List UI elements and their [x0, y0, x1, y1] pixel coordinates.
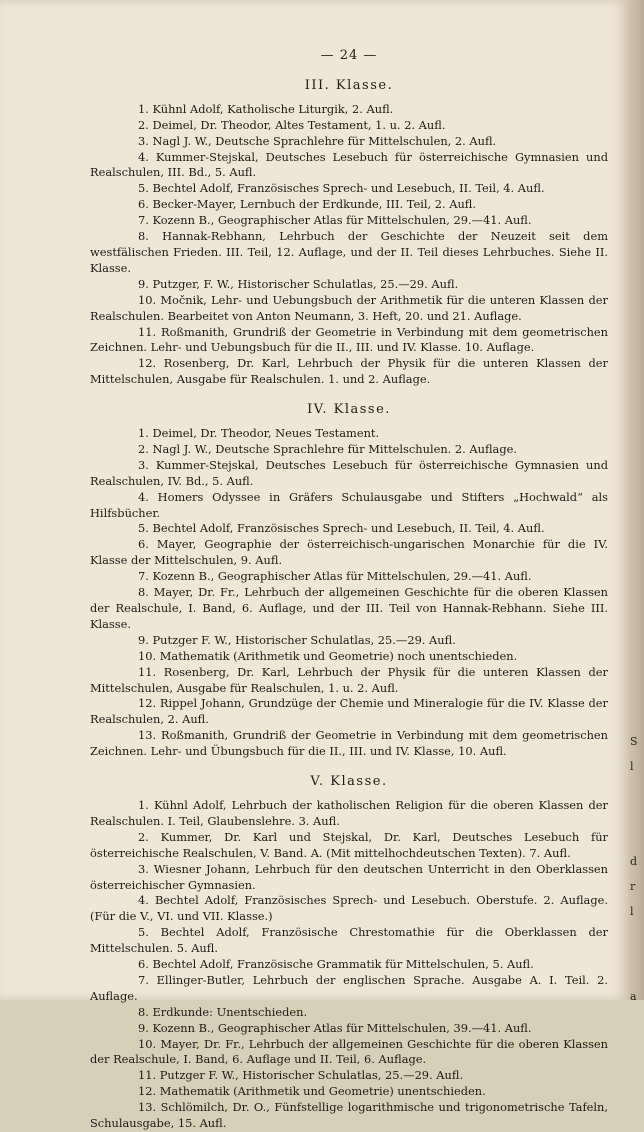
book-entry: 12. Rippel Johann, Grundzüge der Chemie und Mineralogie für die IV. Klasse der Realschulen, 2. Aufl.: [90, 696, 608, 727]
book-entry: 2. Kummer, Dr. Karl und Stejskal, Dr. Karl, Deutsches Lesebuch für österreichische Realschulen, V. Band. A. (Mit mittelhochdeutschen Texten). 7. Aufl.: [90, 829, 608, 860]
edge-glyph: a: [630, 990, 637, 1003]
edge-glyph: l: [630, 905, 634, 918]
book-entry: 11. Putzger F. W., Historischer Schulatlas, 25.—29. Aufl.: [138, 1068, 464, 1083]
book-entry: 2. Nagl J. W., Deutsche Sprachlehre für Mittelschulen. 2. Auflage.: [138, 441, 517, 456]
book-entry: 9. Kozenn B., Geographischer Atlas für Mittelschulen, 39.—41. Aufl.: [138, 1020, 532, 1035]
book-entry: 7. Kozenn B., Geographischer Atlas für Mittelschulen, 29.—41. Aufl.: [138, 213, 532, 228]
book-entry: 8. Hannak-Rebhann, Lehrbuch der Geschichte der Neuzeit seit dem westfälischen Frieden. III. Teil, 12. Auflage, und der II. Teil dieses Lehrbuches. Siehe II. Klasse.: [90, 229, 608, 275]
book-entry: 6. Mayer, Geographie der österreichisch-ungarischen Monarchie für die IV. Klasse der Mittelschulen, 9. Aufl.: [90, 537, 608, 568]
book-entry: 8. Mayer, Dr. Fr., Lehrbuch der allgemeinen Geschichte für die oberen Klassen der Realschule, I. Band, 6. Auflage, und der III. Teil von Hannak-Rebhann. Siehe III. Klasse.: [90, 585, 608, 631]
book-entry: 6. Bechtel Adolf, Französische Grammatik für Mittelschulen, 5. Aufl.: [138, 957, 534, 972]
section-gap: [90, 760, 608, 766]
book-entry: 1. Deimel, Dr. Theodor, Neues Testament.: [138, 426, 380, 441]
edge-glyph: d: [630, 855, 638, 868]
edge-glyph: S: [630, 735, 638, 748]
book-entry: 13. Schlömilch, Dr. O., Fünfstellige logarithmische und trigonometrische Tafeln, Schulausgabe, 15. Aufl.: [90, 1100, 608, 1131]
book-entry: 5. Bechtel Adolf, Französisches Sprech- und Lesebuch, II. Teil, 4. Aufl.: [138, 181, 545, 196]
book-entry: 12. Rosenberg, Dr. Karl, Lehrbuch der Physik für die unteren Klassen der Mittelschulen, Ausgabe für Realschulen. 1. und 2. Auflage.: [90, 356, 608, 387]
section-heading: III. Klasse.: [304, 77, 394, 93]
book-entry: 9. Putzger, F. W., Historischer Schulatlas, 25.—29. Aufl.: [138, 276, 459, 291]
book-entry: 12. Mathematik (Arithmetik und Geometrie) unentschieden.: [138, 1084, 486, 1099]
book-entry: 5. Bechtel Adolf, Französisches Sprech- und Lesebuch, II. Teil, 4. Aufl.: [138, 521, 545, 536]
class-sections: [90, 78, 608, 1132]
section-heading: IV. Klasse.: [307, 402, 391, 418]
book-entry: 2. Deimel, Dr. Theodor, Altes Testament, 1. u. 2. Aufl.: [138, 117, 446, 132]
adjacent-page-edge: [628, 0, 644, 1003]
book-entry: 6. Becker-Mayer, Lernbuch der Erdkunde, III. Teil, 2. Aufl.: [138, 197, 477, 212]
book-entry: 1. Kühnl Adolf, Katholische Liturgik, 2. Aufl.: [138, 101, 394, 116]
book-entry: 10. Mayer, Dr. Fr., Lehrbuch der allgemeinen Geschichte für die oberen Klassen der Realschule, I. Band, 6. Auflage und II. Teil, 6. Auflage.: [90, 1036, 608, 1067]
book-entry: 10. Mathematik (Arithmetik und Geometrie) noch unentschieden.: [138, 648, 518, 663]
book-entry: 9. Putzger F. W., Historischer Schulatlas, 25.—29. Aufl.: [138, 632, 456, 647]
book-entry: 11. Rosenberg, Dr. Karl, Lehrbuch der Physik für die unteren Klassen der Mittelschulen, Ausgabe für Realschulen, 1. u. 2. Aufl.: [90, 664, 608, 695]
book-entry: 7. Ellinger-Butler, Lehrbuch der englischen Sprache. Ausgabe A. I. Teil. 2. Auflage.: [90, 972, 608, 1003]
book-entry: 3. Nagl J. W., Deutsche Sprachlehre für Mittelschulen, 2. Aufl.: [138, 133, 497, 148]
book-entry: 13. Roßmanith, Grundriß der Geometrie in Verbindung mit dem geometrischen Zeichnen. Lehr- und Übungsbuch für die II., III. und IV. Klasse, 10. Aufl.: [90, 728, 608, 759]
book-entry: 4. Kummer-Stejskal, Deutsches Lesebuch für österreichische Gymnasien und Realschulen, III. Bd., 5. Aufl.: [90, 149, 608, 180]
section-gap: [90, 388, 608, 394]
book-entry: 10. Močnik, Lehr- und Uebungsbuch der Arithmetik für die unteren Klassen der Realschulen. Bearbeitet von Anton Neumann, 3. Heft, 20. und 21. Auflage.: [90, 292, 608, 323]
book-entry: 3. Wiesner Johann, Lehrbuch für den deutschen Unterricht in den Oberklassen österreichischer Gymnasien.: [90, 861, 608, 892]
book-entry: 4. Bechtel Adolf, Französisches Sprech- und Lesebuch. Oberstufe. 2. Auflage. (Für die V., VI. und VII. Klasse.): [90, 893, 608, 924]
book-entry: 1. Kühnl Adolf, Lehrbuch der katholischen Religion für die oberen Klassen der Realschulen. I. Teil, Glaubenslehre. 3. Aufl.: [90, 797, 608, 828]
section-heading: V. Klasse.: [310, 774, 388, 790]
edge-glyph: r: [630, 880, 636, 893]
book-entry: 4. Homers Odyssee in Gräfers Schulausgabe und Stifters „Hochwald“ als Hilfsbücher.: [90, 489, 608, 520]
edge-glyph: l: [630, 760, 634, 773]
book-entry: 7. Kozenn B., Geographischer Atlas für Mittelschulen, 29.—41. Aufl.: [138, 569, 532, 584]
book-entry: 5. Bechtel Adolf, Französische Chrestomathie für die Oberklassen der Mittelschulen. 5. Aufl.: [90, 925, 608, 956]
page-number: — 24 —: [320, 48, 378, 63]
book-entry: 11. Roßmanith, Grundriß der Geometrie in Verbindung mit dem geometrischen Zeichnen. Lehr- und Uebungsbuch für die II., III. und IV. Klasse. 10. Auflage.: [90, 324, 608, 355]
page-content: [90, 40, 608, 1132]
book-entry: 8. Erdkunde: Unentschieden.: [138, 1004, 308, 1019]
book-entry: 3. Kummer-Stejskal, Deutsches Lesebuch für österreichische Gymnasien und Realschulen, IV. Bd., 5. Aufl.: [90, 457, 608, 488]
